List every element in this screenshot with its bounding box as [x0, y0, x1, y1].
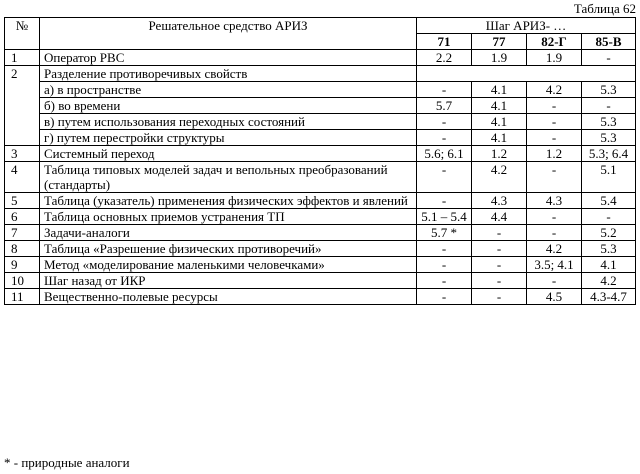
cell-82g: 4.2 [527, 82, 582, 98]
table-row [5, 273, 636, 289]
table-row [5, 50, 636, 66]
cell-71: - [417, 82, 472, 98]
cell-77: - [472, 289, 527, 305]
cell-82g: - [527, 162, 582, 193]
cell-71: - [417, 257, 472, 273]
cell-77: - [472, 241, 527, 257]
cell-82g: 4.3 [527, 193, 582, 209]
cell-71: 5.1 – 5.4 [417, 209, 472, 225]
cell-82g: - [527, 130, 582, 146]
cell-77: - [472, 257, 527, 273]
cell-85v: 4.1 [582, 257, 636, 273]
cell-77: - [472, 273, 527, 289]
cell-71: 2.2 [417, 50, 472, 66]
cell-85v: 5.4 [582, 193, 636, 209]
cell-85v: 5.3; 6.4 [582, 146, 636, 162]
row-num: 9 [5, 257, 40, 273]
row-num: 4 [5, 162, 40, 193]
cell-77: 4.4 [472, 209, 527, 225]
cell-77: 4.2 [472, 162, 527, 193]
cell-82g: 1.2 [527, 146, 582, 162]
header-num: № [5, 18, 40, 50]
table-row [5, 193, 636, 209]
table-row [5, 289, 636, 305]
table-row [5, 162, 636, 193]
cell-77: 4.1 [472, 82, 527, 98]
row-label: Таблица типовых моделей задач и вепольных преобразований (стандарты) [40, 162, 417, 193]
row-label: Таблица основных приемов устранения ТП [40, 209, 417, 225]
row-label: Шаг назад от ИКР [40, 273, 417, 289]
table-subrow [5, 98, 636, 114]
cell-71: - [417, 273, 472, 289]
cell-77: - [472, 225, 527, 241]
cell-85v: - [582, 209, 636, 225]
cell-71: - [417, 130, 472, 146]
table-subrow [5, 130, 636, 146]
cell-71: - [417, 193, 472, 209]
cell-77: 4.1 [472, 130, 527, 146]
header-step-82g: 82-Г [527, 34, 582, 50]
row-num: 7 [5, 225, 40, 241]
header-tool: Решательное средство АРИЗ [40, 18, 417, 50]
table-row [5, 257, 636, 273]
header-step-group: Шаг АРИЗ- … [417, 18, 636, 34]
cell-82g: - [527, 225, 582, 241]
row-label: Таблица «Разрешение физических противоречий» [40, 241, 417, 257]
cell-77: 4.3 [472, 193, 527, 209]
cell-82g: 1.9 [527, 50, 582, 66]
cell-82g: 4.2 [527, 241, 582, 257]
table-row [5, 146, 636, 162]
cell-85v: 5.3 [582, 82, 636, 98]
cell-85v: - [582, 50, 636, 66]
cell-85v: 4.3-4.7 [582, 289, 636, 305]
row-label: Таблица (указатель) применения физических эффектов и явлений [40, 193, 417, 209]
row-label: Задачи-аналоги [40, 225, 417, 241]
table-subrow [5, 82, 636, 98]
row-label: г) путем перестройки структуры [40, 130, 417, 146]
cell-82g: - [527, 114, 582, 130]
cell-85v: 5.2 [582, 225, 636, 241]
row-num: 6 [5, 209, 40, 225]
header-step-85v: 85-В [582, 34, 636, 50]
header-step-71: 71 [417, 34, 472, 50]
cell-82g: 3.5; 4.1 [527, 257, 582, 273]
row-label: Разделение противоречивых свойств [40, 66, 417, 82]
cell-71: 5.7 [417, 98, 472, 114]
cell-82g: - [527, 209, 582, 225]
row-num: 3 [5, 146, 40, 162]
row-num: 10 [5, 273, 40, 289]
header-row [5, 18, 636, 34]
cell-77: 1.9 [472, 50, 527, 66]
table-row [5, 66, 636, 82]
table-subrow [5, 114, 636, 130]
cell-71: - [417, 289, 472, 305]
row-num: 2 [5, 66, 40, 146]
cell-85v: - [582, 98, 636, 114]
table-row [5, 241, 636, 257]
table-row [5, 209, 636, 225]
cell-71: 5.7 * [417, 225, 472, 241]
row-label: Системный переход [40, 146, 417, 162]
row-num: 8 [5, 241, 40, 257]
cell-82g: 4.5 [527, 289, 582, 305]
row-num: 1 [5, 50, 40, 66]
header-step-77: 77 [472, 34, 527, 50]
cell-85v: 5.3 [582, 130, 636, 146]
cell-85v: 5.3 [582, 114, 636, 130]
cell-71: - [417, 162, 472, 193]
cell-71: - [417, 114, 472, 130]
row-num: 5 [5, 193, 40, 209]
ariz-tools-table [4, 17, 636, 305]
cell-71: 5.6; 6.1 [417, 146, 472, 162]
cell-77: 4.1 [472, 98, 527, 114]
footnote: * - природные аналоги [4, 455, 130, 470]
table-row [5, 225, 636, 241]
row-label: Метод «моделирование маленькими человечками» [40, 257, 417, 273]
row-label: в) путем использования переходных состояний [40, 114, 417, 130]
row-empty-cells [417, 66, 636, 82]
cell-85v: 5.1 [582, 162, 636, 193]
table-caption: Таблица 62 [573, 1, 636, 16]
row-label: Оператор РВС [40, 50, 417, 66]
cell-82g: - [527, 273, 582, 289]
row-label: а) в пространстве [40, 82, 417, 98]
row-label: б) во времени [40, 98, 417, 114]
cell-82g: - [527, 98, 582, 114]
row-label: Вещественно-полевые ресурсы [40, 289, 417, 305]
cell-71: - [417, 241, 472, 257]
cell-77: 4.1 [472, 114, 527, 130]
cell-77: 1.2 [472, 146, 527, 162]
cell-85v: 5.3 [582, 241, 636, 257]
row-num: 11 [5, 289, 40, 305]
cell-85v: 4.2 [582, 273, 636, 289]
